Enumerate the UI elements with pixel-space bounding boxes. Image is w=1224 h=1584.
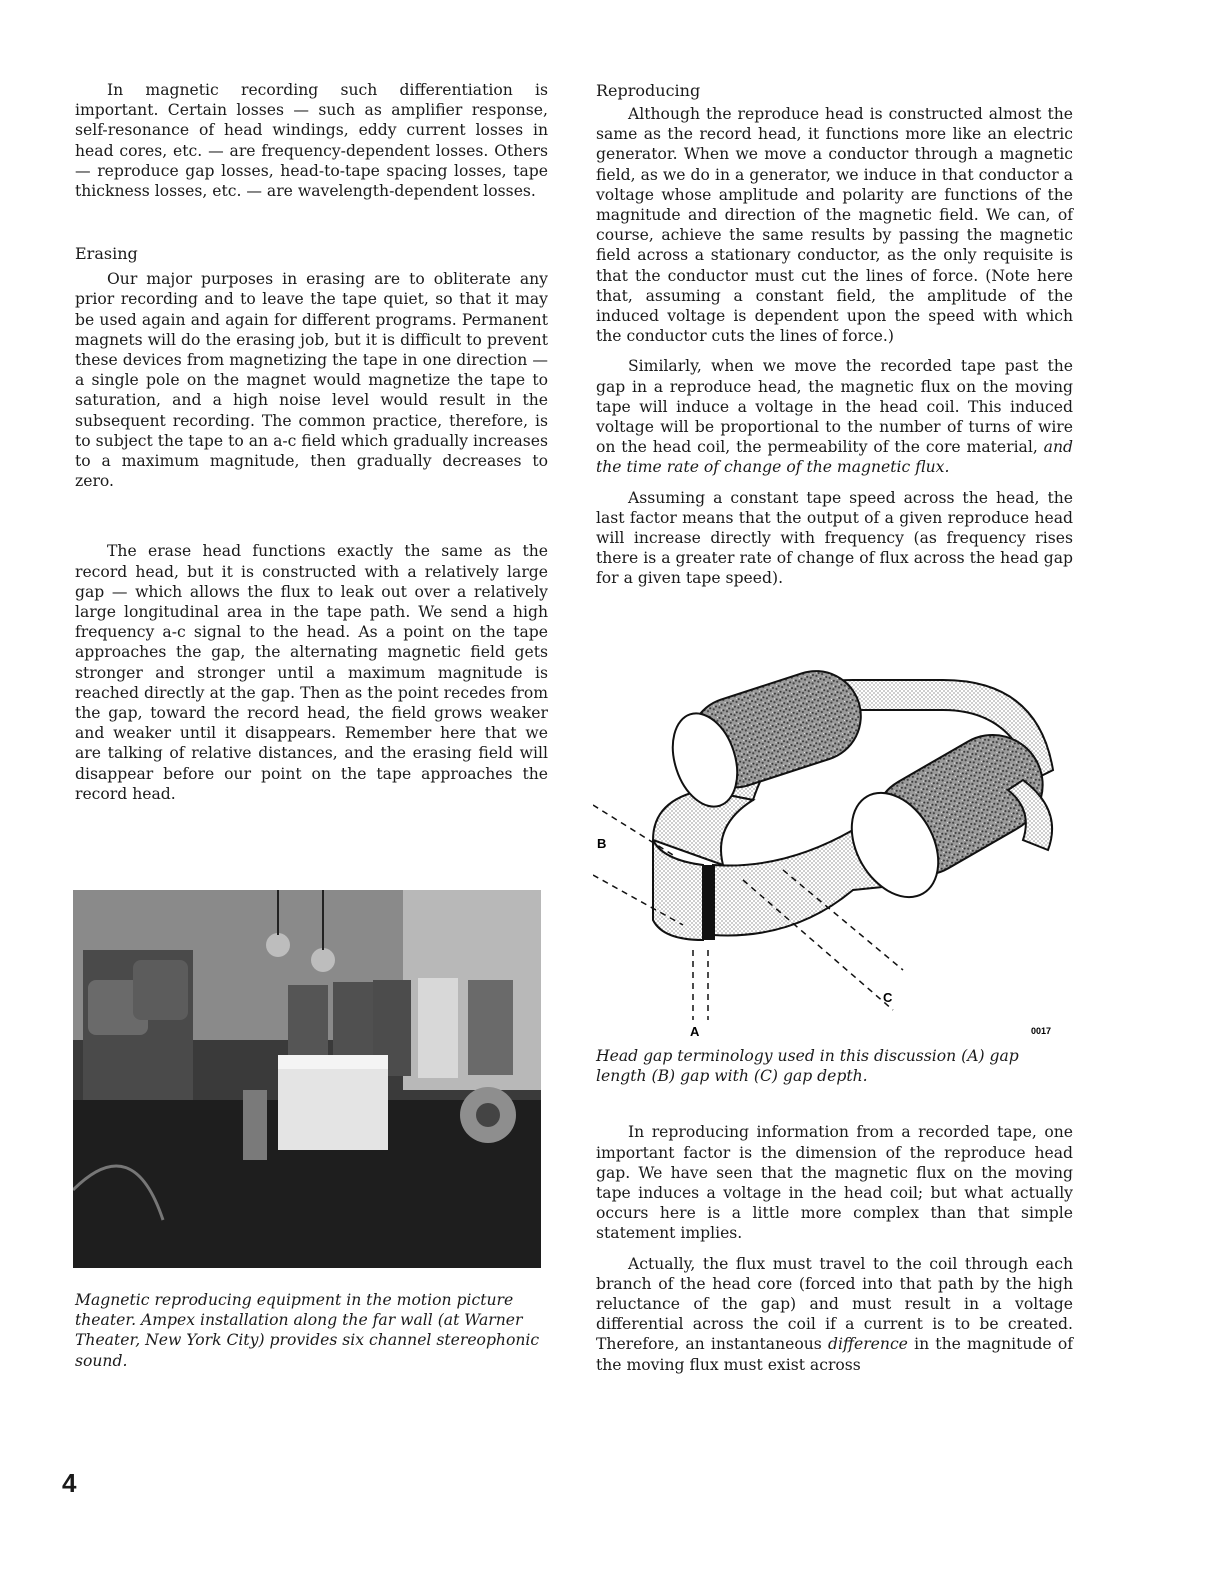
head-gap-illustration [593, 640, 1073, 1040]
reproducing-paragraph-5 [596, 1254, 1073, 1375]
photo-caption: Magnetic reproducing equipment in the motion picture theater. Ampex installation along the far wall (at Warner Theater, New York City) provides six channel stereophonic sound. [75, 1291, 540, 1370]
label-a: A [690, 1024, 700, 1039]
intro-paragraph: In magnetic recording such differentiation is important. Certain losses — such as amplifier response, self-resonance of head windings, eddy current losses in head cores, etc. — are frequency-dependent losses. Others — reproduce gap losses, head-to-tape spacing losses, tape thickness losses, etc. — are wavelength-dependent losses. [75, 81, 548, 201]
photo-caption-block [75, 1290, 548, 1371]
reproducing-paragraph-5-text: Actually, the flux must travel to the coil through each branch of the head core (forced into that path by the high reluctance of the gap) and must result in a voltage differential across the coil if a current is to be created. Therefore, an instantaneous [596, 1254, 1073, 1354]
diagram-caption: Head gap terminology used in this discussion (A) gap length (B) gap with (C) gap depth. [596, 1047, 1019, 1086]
reproducing-heading: Reproducing [596, 81, 701, 100]
erasing-paragraph-2: The erase head functions exactly the same as the record head, but it is constructed with a relatively large gap — which allows the flux to leak out over a relatively large longitudinal area in the tape path. We send a high frequency a-c signal to the head. As a point on the tape approaches the gap, the alternating magnetic field gets stronger and stronger until a maximum magnitude is reached directly at the gap. Then as the point recedes from the gap, toward the record head, the field grows weaker and weaker until it disappears. Remember here that we are talking of relative distances, and the erasing field will disappear before our point on the tape approaches the record head. [75, 542, 548, 803]
head-gap-diagram [593, 640, 1073, 1040]
reproducing-paragraph-5-end: in the magnitude of the moving flux must exist across [596, 1335, 1073, 1374]
left-column [75, 80, 548, 804]
photo-illustration [73, 890, 541, 1268]
reproducing-paragraph-2-emphasis: and the time rate of change of the magnetic flux. [596, 438, 1073, 477]
label-c: C [883, 990, 893, 1005]
reproducing-paragraph-1: Although the reproduce head is constructed almost the same as the record head, it functions more like an electric generator. When we move a conductor through a magnetic field, as we do in a generator, we induce in that conductor a voltage whose amplitude and polarity are functions of the magnitude and direction of the magnetic field. We can, of course, achieve the same results by passing the magnetic field across a stationary conductor, as the only requisite is that the conductor must cut the lines of force. (Note here that, assuming a constant field, the amplitude of the induced voltage is dependent upon the speed with which the conductor cuts the lines of force.) [596, 105, 1073, 346]
reproducing-paragraph-4: In reproducing information from a recorded tape, one important factor is the dimension of the reproduce head gap. We have seen that the magnetic flux on the moving tape induces a voltage in the head coil; but what actually occurs here is a little more complex than that simple statement implies. [596, 1123, 1073, 1243]
reproducing-paragraph-5-emphasis: difference [827, 1335, 908, 1354]
erasing-paragraph-1: Our major purposes in erasing are to obliterate any prior recording and to leave the tape quiet, so that it may be used again and again for different programs. Permanent magnets will do the erasing job, but it is difficult to prevent these devices from magnetizing the tape in one direction — a single pole on the magnet would magnetize the tape to saturation, and a high noise level would result in the subsequent recording. The common practice, therefore, is to subject the tape to an a-c field which gradually increases to a maximum magnitude, then gradually decreases to zero. [75, 270, 548, 491]
theater-equipment-photo [73, 890, 541, 1268]
reproducing-paragraph-3: Assuming a constant tape speed across the head, the last factor means that the output of a given reproduce head will increase directly with frequency (as frequency rises there is a greater rate of change of flux across the head gap for a given tape speed). [596, 488, 1073, 588]
label-b: B [597, 836, 607, 851]
page-number: 4 [62, 1468, 77, 1498]
reproducing-paragraph-2 [596, 356, 1073, 477]
reproducing-paragraph-2-text: Similarly, when we move the recorded tape past the gap in a reproduce head, the magnetic flux on the moving tape will induce a voltage in the head coil. This induced voltage will be proportional to the number of turns of wire on the head coil, the permeability of the core material, [596, 357, 1073, 457]
right-column-lower [596, 1046, 1073, 1375]
right-column [596, 80, 1073, 589]
erasing-heading: Erasing [75, 244, 138, 264]
diagram-code: 0017 [1031, 1026, 1052, 1036]
